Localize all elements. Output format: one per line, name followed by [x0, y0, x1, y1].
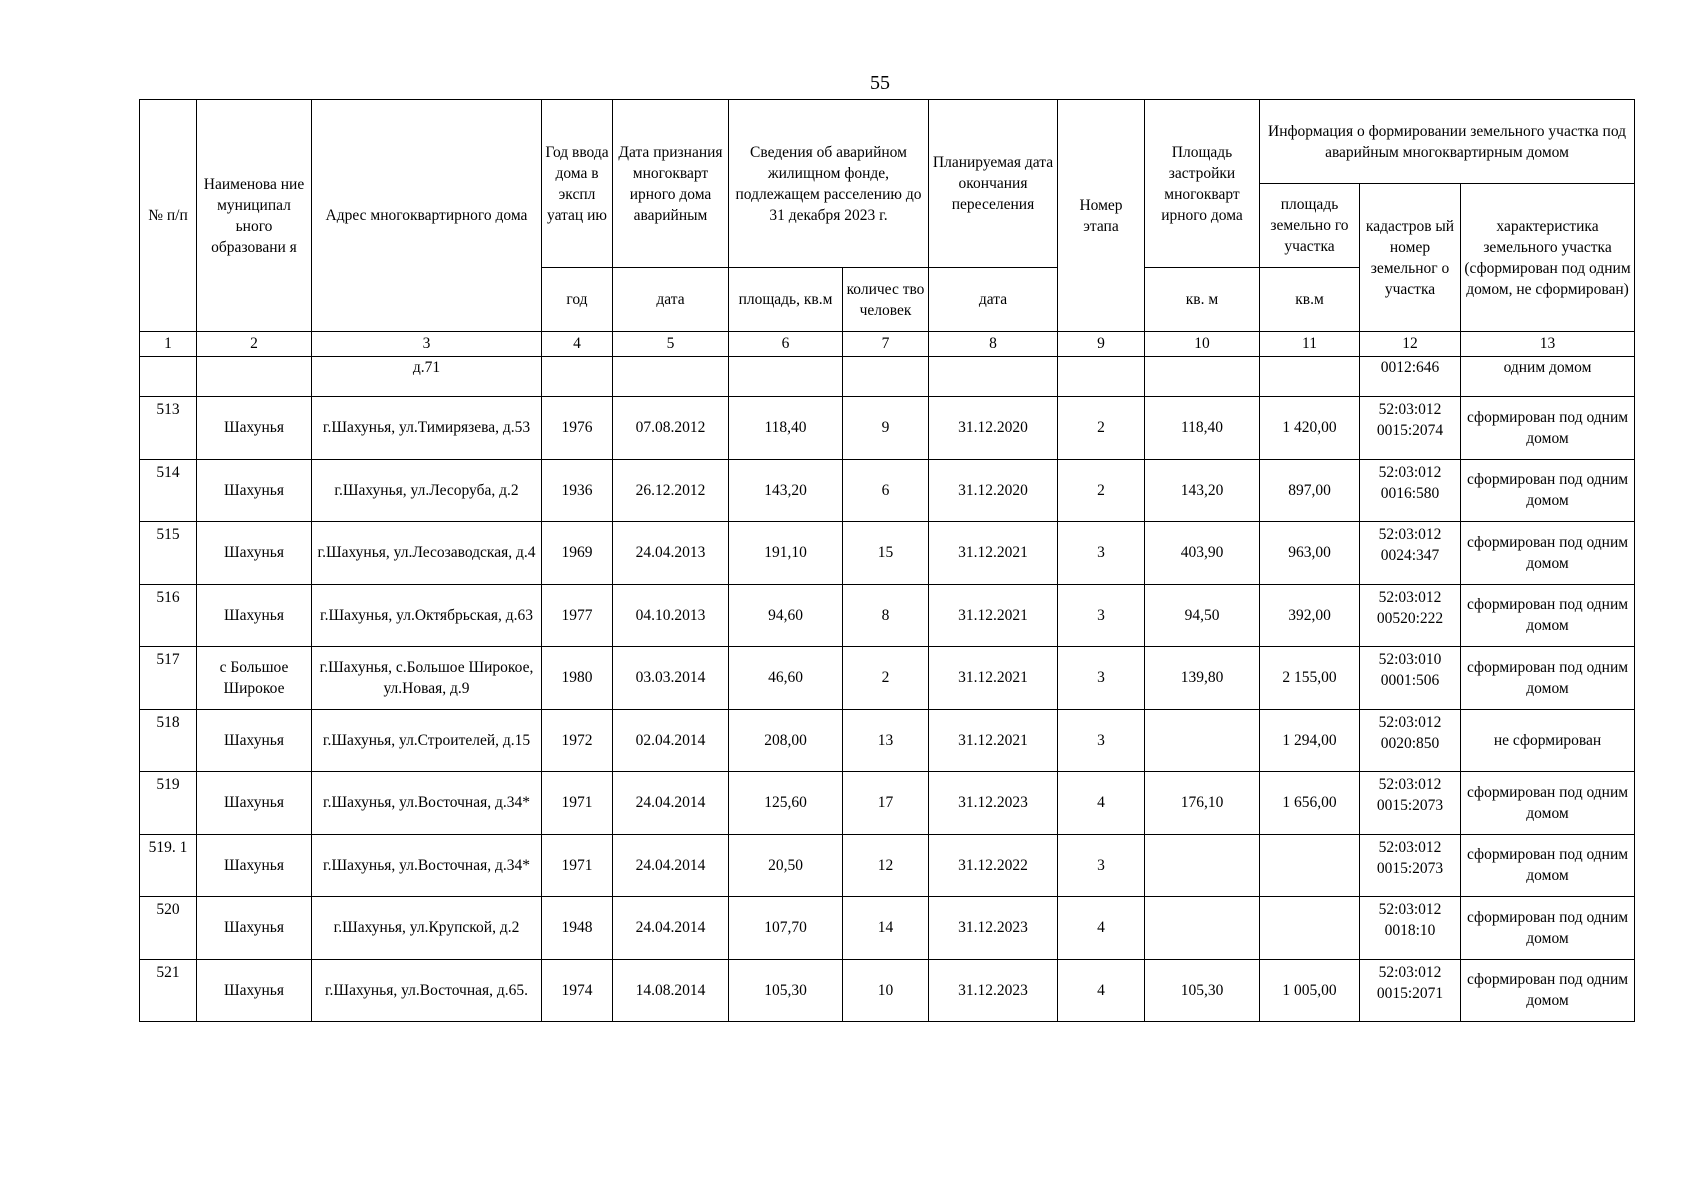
- cell-municipality: Шахунья: [197, 897, 312, 960]
- cell-stage: 3: [1058, 647, 1145, 710]
- header-building-area: Площадь застройки многокварт ирного дома: [1145, 100, 1260, 268]
- cell-area: 107,70: [729, 897, 843, 960]
- header-recognition-date: Дата признания многокварт ирного дома аварийным: [613, 100, 729, 268]
- cell-people: 13: [843, 709, 929, 772]
- cell-number: 518: [140, 709, 197, 772]
- table-row: [140, 459, 1635, 522]
- unit-year: год: [542, 268, 613, 332]
- cell-year: 1971: [542, 834, 613, 897]
- cell-year: 1972: [542, 709, 613, 772]
- column-number: 3: [312, 332, 542, 357]
- cell-characteristic: сформирован под одним домом: [1461, 772, 1635, 835]
- header-people: количес тво человек: [843, 268, 929, 332]
- cell-building-area: 139,80: [1145, 647, 1260, 710]
- cell-number: 514: [140, 459, 197, 522]
- cell-characteristic: сформирован под одним домом: [1461, 959, 1635, 1022]
- unit-area: площадь, кв.м: [729, 268, 843, 332]
- cell-people: 6: [843, 459, 929, 522]
- cell-cadastral: 52:03:012 0024:347: [1360, 522, 1461, 585]
- table-row: [140, 522, 1635, 585]
- cell-date: [613, 357, 729, 397]
- cell-year: 1977: [542, 584, 613, 647]
- cell-area: 191,10: [729, 522, 843, 585]
- cell-people: 2: [843, 647, 929, 710]
- cell-area: [729, 357, 843, 397]
- cell-address: г.Шахунья, ул.Октябрьская, д.63: [312, 584, 542, 647]
- cell-people: 8: [843, 584, 929, 647]
- cell-people: 9: [843, 397, 929, 460]
- cell-stage: 2: [1058, 459, 1145, 522]
- column-number: 6: [729, 332, 843, 357]
- cell-land-area: 2 155,00: [1260, 647, 1360, 710]
- cell-people: [843, 357, 929, 397]
- cell-address: г.Шахунья, ул.Крупской, д.2: [312, 897, 542, 960]
- cell-area: 125,60: [729, 772, 843, 835]
- cell-people: 12: [843, 834, 929, 897]
- cell-area: 46,60: [729, 647, 843, 710]
- table-row: [140, 709, 1635, 772]
- cell-date: 24.04.2013: [613, 522, 729, 585]
- header-address: Адрес многоквартирного дома: [312, 100, 542, 332]
- cell-municipality: Шахунья: [197, 397, 312, 460]
- cell-planned-date: 31.12.2021: [929, 584, 1058, 647]
- cell-characteristic: одним домом: [1461, 357, 1635, 397]
- cell-address: г.Шахунья, ул.Восточная, д.34*: [312, 772, 542, 835]
- table-row: [140, 584, 1635, 647]
- cell-stage: 2: [1058, 397, 1145, 460]
- cell-year: 1974: [542, 959, 613, 1022]
- cell-area: 208,00: [729, 709, 843, 772]
- cell-municipality: Шахунья: [197, 834, 312, 897]
- table-row: [140, 357, 1635, 397]
- cell-stage: 4: [1058, 959, 1145, 1022]
- cell-municipality: с Большое Широкое: [197, 647, 312, 710]
- cell-cadastral: 52:03:012 0015:2073: [1360, 834, 1461, 897]
- cell-land-area: [1260, 834, 1360, 897]
- header-municipality: Наименова ние муниципал ьного образовани я: [197, 100, 312, 332]
- cell-number: 516: [140, 584, 197, 647]
- cell-municipality: Шахунья: [197, 709, 312, 772]
- cell-land-area: [1260, 357, 1360, 397]
- column-number: 4: [542, 332, 613, 357]
- unit-build-area: кв. м: [1145, 268, 1260, 332]
- cell-building-area: 105,30: [1145, 959, 1260, 1022]
- cell-area: 20,50: [729, 834, 843, 897]
- cell-number: 519: [140, 772, 197, 835]
- cell-cadastral: 52:03:012 0018:10: [1360, 897, 1461, 960]
- cell-address: д.71: [312, 357, 542, 397]
- cell-number: [140, 357, 197, 397]
- cell-cadastral: 52:03:012 0015:2073: [1360, 772, 1461, 835]
- cell-date: 03.03.2014: [613, 647, 729, 710]
- cell-building-area: 403,90: [1145, 522, 1260, 585]
- cell-area: 143,20: [729, 459, 843, 522]
- cell-cadastral: 52:03:010 0001:506: [1360, 647, 1461, 710]
- cell-characteristic: сформирован под одним домом: [1461, 522, 1635, 585]
- cell-number: 517: [140, 647, 197, 710]
- cell-people: 17: [843, 772, 929, 835]
- cell-cadastral: 52:03:012 0015:2074: [1360, 397, 1461, 460]
- unit-plan-date: дата: [929, 268, 1058, 332]
- cell-characteristic: сформирован под одним домом: [1461, 397, 1635, 460]
- table-row: [140, 897, 1635, 960]
- header-land-info: Информация о формировании земельного участка под аварийным многоквартирным домом: [1260, 100, 1635, 184]
- column-number: 11: [1260, 332, 1360, 357]
- cell-address: г.Шахунья, ул.Лесозаводская, д.4: [312, 522, 542, 585]
- cell-building-area: 176,10: [1145, 772, 1260, 835]
- header-land-area: площадь земельно го участка: [1260, 184, 1360, 268]
- header-stage: Номер этапа: [1058, 100, 1145, 332]
- cell-date: 02.04.2014: [613, 709, 729, 772]
- cell-address: г.Шахунья, ул.Восточная, д.34*: [312, 834, 542, 897]
- cell-year: [542, 357, 613, 397]
- column-number: 7: [843, 332, 929, 357]
- cell-people: 14: [843, 897, 929, 960]
- column-number: 9: [1058, 332, 1145, 357]
- cell-planned-date: 31.12.2021: [929, 522, 1058, 585]
- cell-number: 520: [140, 897, 197, 960]
- table-row: [140, 834, 1635, 897]
- cell-date: 04.10.2013: [613, 584, 729, 647]
- cell-planned-date: 31.12.2020: [929, 397, 1058, 460]
- cell-planned-date: [929, 357, 1058, 397]
- cell-building-area: 143,20: [1145, 459, 1260, 522]
- cell-area: 105,30: [729, 959, 843, 1022]
- cell-land-area: 392,00: [1260, 584, 1360, 647]
- cell-land-area: 963,00: [1260, 522, 1360, 585]
- cell-date: 24.04.2014: [613, 772, 729, 835]
- page-number: 55: [870, 72, 890, 94]
- cell-land-area: 1 420,00: [1260, 397, 1360, 460]
- cell-stage: 4: [1058, 897, 1145, 960]
- header-year: Год ввода дома в экспл уатац ию: [542, 100, 613, 268]
- cell-land-area: 1 005,00: [1260, 959, 1360, 1022]
- header-number: № п/п: [140, 100, 197, 332]
- cell-building-area: [1145, 357, 1260, 397]
- cell-building-area: [1145, 709, 1260, 772]
- cell-land-area: 1 294,00: [1260, 709, 1360, 772]
- cell-number: 519. 1: [140, 834, 197, 897]
- cell-planned-date: 31.12.2022: [929, 834, 1058, 897]
- column-number: 5: [613, 332, 729, 357]
- cell-address: г.Шахунья, ул.Строителей, д.15: [312, 709, 542, 772]
- cell-municipality: Шахунья: [197, 772, 312, 835]
- cell-number: 521: [140, 959, 197, 1022]
- column-number: 12: [1360, 332, 1461, 357]
- cell-characteristic: сформирован под одним домом: [1461, 584, 1635, 647]
- cell-land-area: [1260, 897, 1360, 960]
- cell-stage: 3: [1058, 709, 1145, 772]
- cell-municipality: Шахунья: [197, 959, 312, 1022]
- cell-people: 10: [843, 959, 929, 1022]
- column-number: 10: [1145, 332, 1260, 357]
- cell-land-area: 897,00: [1260, 459, 1360, 522]
- cell-cadastral: 52:03:012 0016:580: [1360, 459, 1461, 522]
- cell-address: г.Шахунья, с.Большое Широкое, ул.Новая, д.9: [312, 647, 542, 710]
- cell-characteristic: сформирован под одним домом: [1461, 834, 1635, 897]
- cell-building-area: 94,50: [1145, 584, 1260, 647]
- table-row: [140, 397, 1635, 460]
- header-cadastral: кадастров ый номер земельног о участка: [1360, 184, 1461, 332]
- cell-address: г.Шахунья, ул.Тимирязева, д.53: [312, 397, 542, 460]
- cell-number: 513: [140, 397, 197, 460]
- cell-cadastral: 52:03:012 0015:2071: [1360, 959, 1461, 1022]
- unit-date: дата: [613, 268, 729, 332]
- cell-year: 1936: [542, 459, 613, 522]
- header-emergency-fund: Сведения об аварийном жилищном фонде, подлежащем расселению до 31 декабря 2023 г.: [729, 100, 929, 268]
- cell-year: 1980: [542, 647, 613, 710]
- cell-cadastral: 52:03:012 0020:850: [1360, 709, 1461, 772]
- cell-area: 118,40: [729, 397, 843, 460]
- header-land-characteristic: характеристика земельного участка (сформирован под одним домом, не сформирован): [1461, 184, 1635, 332]
- column-number: 13: [1461, 332, 1635, 357]
- unit-land-area: кв.м: [1260, 268, 1360, 332]
- cell-planned-date: 31.12.2021: [929, 647, 1058, 710]
- cell-number: 515: [140, 522, 197, 585]
- cell-stage: [1058, 357, 1145, 397]
- cell-land-area: 1 656,00: [1260, 772, 1360, 835]
- cell-planned-date: 31.12.2020: [929, 459, 1058, 522]
- cell-stage: 3: [1058, 584, 1145, 647]
- cell-year: 1976: [542, 397, 613, 460]
- table-row: [140, 959, 1635, 1022]
- cell-date: 26.12.2012: [613, 459, 729, 522]
- cell-municipality: [197, 357, 312, 397]
- cell-people: 15: [843, 522, 929, 585]
- cell-date: 07.08.2012: [613, 397, 729, 460]
- cell-stage: 3: [1058, 522, 1145, 585]
- cell-cadastral: 0012:646: [1360, 357, 1461, 397]
- column-number: 2: [197, 332, 312, 357]
- cell-planned-date: 31.12.2023: [929, 959, 1058, 1022]
- cell-building-area: 118,40: [1145, 397, 1260, 460]
- cell-planned-date: 31.12.2023: [929, 772, 1058, 835]
- cell-address: г.Шахунья, ул.Лесоруба, д.2: [312, 459, 542, 522]
- cell-municipality: Шахунья: [197, 459, 312, 522]
- cell-planned-date: 31.12.2023: [929, 897, 1058, 960]
- cell-date: 14.08.2014: [613, 959, 729, 1022]
- cell-characteristic: сформирован под одним домом: [1461, 647, 1635, 710]
- cell-address: г.Шахунья, ул.Восточная, д.65.: [312, 959, 542, 1022]
- table-row: [140, 772, 1635, 835]
- cell-planned-date: 31.12.2021: [929, 709, 1058, 772]
- column-number: 1: [140, 332, 197, 357]
- cell-area: 94,60: [729, 584, 843, 647]
- cell-date: 24.04.2014: [613, 834, 729, 897]
- cell-characteristic: не сформирован: [1461, 709, 1635, 772]
- cell-cadastral: 52:03:012 00520:222: [1360, 584, 1461, 647]
- cell-stage: 3: [1058, 834, 1145, 897]
- cell-building-area: [1145, 834, 1260, 897]
- cell-year: 1969: [542, 522, 613, 585]
- cell-characteristic: сформирован под одним домом: [1461, 897, 1635, 960]
- cell-year: 1971: [542, 772, 613, 835]
- cell-municipality: Шахунья: [197, 584, 312, 647]
- cell-year: 1948: [542, 897, 613, 960]
- cell-building-area: [1145, 897, 1260, 960]
- column-number: 8: [929, 332, 1058, 357]
- table-row: [140, 647, 1635, 710]
- cell-stage: 4: [1058, 772, 1145, 835]
- cell-date: 24.04.2014: [613, 897, 729, 960]
- cell-municipality: Шахунья: [197, 522, 312, 585]
- header-planned-date: Планируемая дата окончания переселения: [929, 100, 1058, 268]
- housing-table: [139, 99, 1635, 1022]
- cell-characteristic: сформирован под одним домом: [1461, 459, 1635, 522]
